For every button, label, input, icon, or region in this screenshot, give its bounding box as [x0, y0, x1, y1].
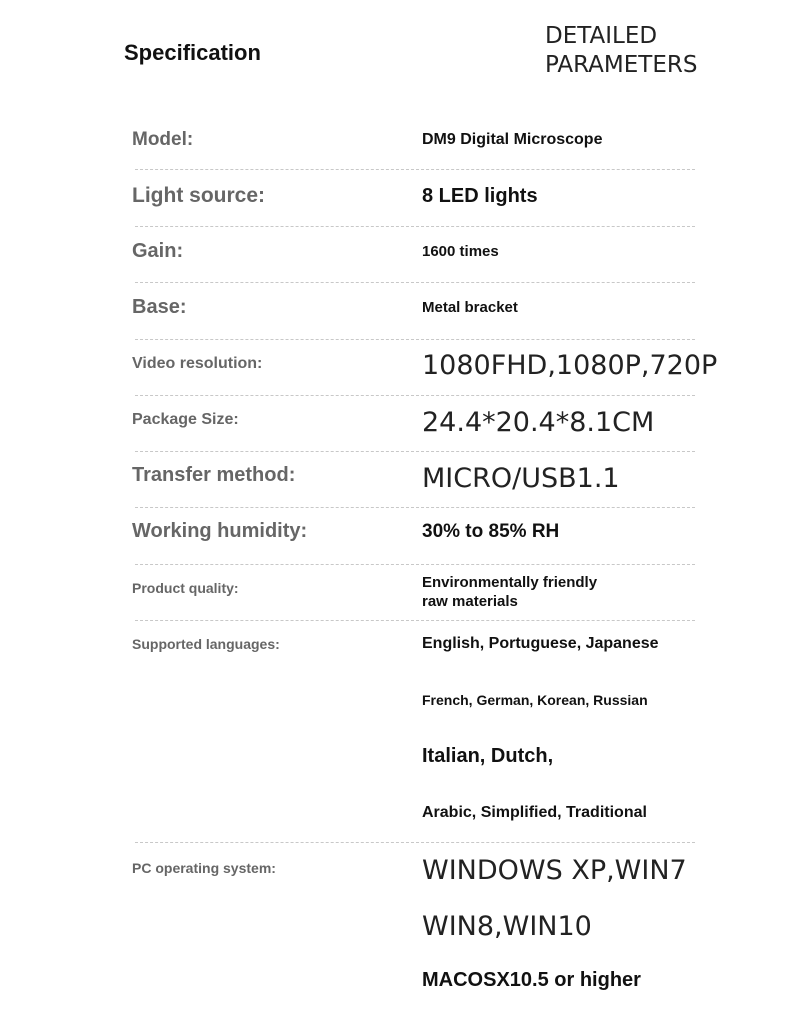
spec-value-languages-1: English, Portuguese, Japanese [422, 635, 659, 652]
row-divider [135, 842, 695, 843]
spec-value-gain: 1600 times [422, 243, 499, 260]
spec-value-working-humidity: 30% to 85% RH [422, 521, 560, 542]
spec-value-languages-2: French, German, Korean, Russian [422, 692, 648, 708]
page-title: Specification [124, 40, 261, 65]
row-divider [135, 620, 695, 621]
spec-label-model: Model: [132, 129, 194, 150]
spec-value-base: Metal bracket [422, 299, 518, 316]
heading-line-1: DETAILED [545, 23, 658, 49]
heading-line-2: PARAMETERS [545, 52, 698, 78]
spec-label-pc-operating-system: PC operating system: [132, 860, 276, 876]
spec-label-base: Base: [132, 296, 187, 318]
spec-label-package-size: Package Size: [132, 411, 239, 428]
spec-value-line: Environmentally friendly [422, 574, 598, 591]
spec-value-package-size: 24.4*20.4*8.1CM [422, 407, 655, 438]
spec-label-gain: Gain: [132, 240, 184, 262]
spec-value-languages-4: Arabic, Simplified, Traditional [422, 804, 647, 821]
spec-label-working-humidity: Working humidity: [132, 520, 308, 542]
spec-value-os-1: WINDOWS XP,WIN7 [422, 855, 687, 886]
spec-label-product-quality: Product quality: [132, 580, 239, 596]
row-divider [135, 339, 695, 340]
spec-value-languages-3: Italian, Dutch, [422, 745, 554, 767]
spec-value-line: raw materials [422, 593, 518, 610]
row-divider [135, 282, 695, 283]
section-heading [545, 22, 697, 80]
row-divider [135, 507, 695, 508]
spec-value-os-3: MACOSX10.5 or higher [422, 969, 641, 991]
row-divider [135, 564, 695, 565]
spec-label-transfer-method: Transfer method: [132, 464, 296, 486]
row-divider [135, 226, 695, 227]
spec-value-model: DM9 Digital Microscope [422, 131, 603, 148]
spec-label-supported-languages: Supported languages: [132, 636, 280, 652]
row-divider [135, 451, 695, 452]
spec-value-os-2: WIN8,WIN10 [422, 911, 592, 942]
row-divider [135, 395, 695, 396]
spec-label-video-resolution: Video resolution: [132, 355, 263, 372]
row-divider [135, 169, 695, 170]
spec-value-transfer-method: MICRO/USB1.1 [422, 463, 620, 494]
spec-value-product-quality [422, 573, 682, 611]
spec-value-light-source: 8 LED lights [422, 185, 538, 207]
spec-label-light-source: Light source: [132, 184, 266, 207]
spec-value-video-resolution: 1080FHD,1080P,720P [422, 350, 718, 381]
